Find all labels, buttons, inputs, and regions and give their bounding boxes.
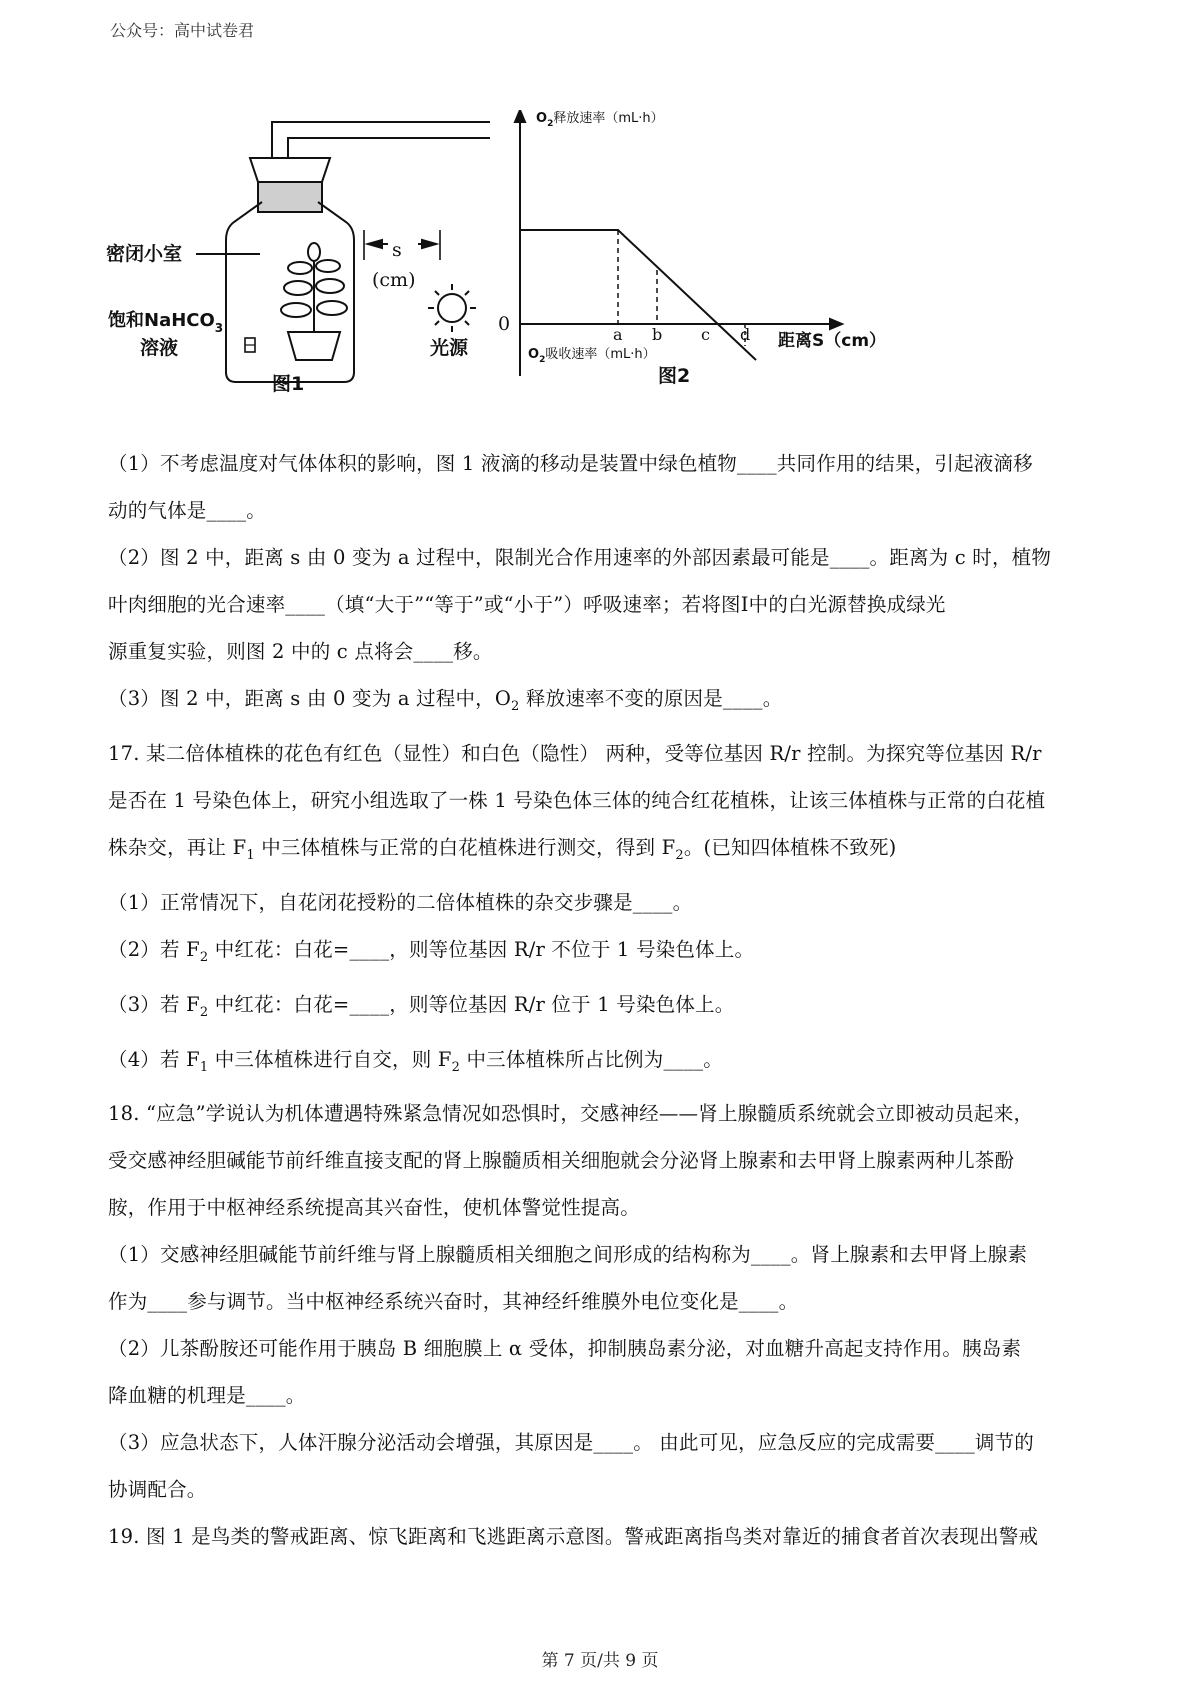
- experiment-figure: [100, 110, 980, 430]
- origin-label: 0: [498, 313, 511, 335]
- ylabel-bottom: 吸收速率（mL·h）: [545, 347, 656, 362]
- q18-sub2-line2: 降血糖的机理是____。: [108, 1384, 306, 1408]
- x-axis-label: 距离S（cm）: [778, 331, 887, 351]
- label-solution-sub: 3: [214, 321, 224, 335]
- q17-line2: 是否在 1 号染色体上，研究小组选取了一株 1 号染色体三体的纯合红花植株，让该三体植株与正常的白花植: [108, 788, 1046, 812]
- q16-part3: [108, 675, 1098, 730]
- q18-sub3-line2: 协调配合。: [108, 1478, 207, 1502]
- q17-sub4: [108, 1036, 1098, 1091]
- label-s: s: [392, 239, 402, 261]
- svg-text:O2吸收速率（mL·h）: [528, 346, 656, 365]
- q17-sub4-a: （4）若 F: [108, 1047, 200, 1071]
- q17-line3-a: 株杂交，再让 F: [108, 835, 247, 859]
- q17-sub3-sub: 2: [199, 1004, 209, 1020]
- label-chamber: 密闭小室: [106, 243, 183, 265]
- q19-line1: 19. 图 1 是鸟类的警戒距离、惊飞距离和飞逃距离示意图。警戒距离指鸟类对靠近的捕食者首次表现出警戒: [108, 1525, 1039, 1549]
- q16-part1-line1: （1）不考虑温度对气体体积的影响，图 1 液滴的移动是装置中绿色植物____共同作用的结果，引起液滴移: [108, 452, 1033, 475]
- q17-sub4-b: 中三体植株进行自交，则 F: [208, 1047, 452, 1071]
- q18-sub1-line2: 作为____参与调节。当中枢神经系统兴奋时，其神经纤维膜外电位变化是____。: [108, 1290, 799, 1314]
- label-cm: (cm): [372, 269, 416, 291]
- q16-part2-line1: （2）图 2 中，距离 s 由 0 变为 a 过程中，限制光合作用速率的外部因素最可能是____。距离为 c 时，植物: [108, 546, 1052, 569]
- rate-curve: [520, 230, 756, 360]
- header-note: 公众号：高中试卷君: [110, 21, 255, 40]
- tick-b: b: [652, 325, 663, 344]
- q17-line3-sub2: 2: [675, 847, 684, 863]
- q16-part3-sub: 2: [511, 698, 520, 714]
- q18-sub1-line1: （1）交感神经胆碱能节前纤维与肾上腺髓质相关细胞之间形成的结构称为____。肾上腺素和去甲肾上腺素: [108, 1243, 1028, 1267]
- q18-line1: 18. “应急”学说认为机体遭遇特殊紧急情况如恐惧时，交感神经——肾上腺髓质系统就会立即被动员起来，: [108, 1102, 1034, 1126]
- page-number: 第 7 页/共 9 页: [541, 1651, 659, 1671]
- q17-sub3: [108, 981, 1098, 1036]
- label-solution: 饱和NaHCO: [108, 310, 215, 331]
- figure-2-caption: 图2: [658, 365, 691, 387]
- q16-part1-line2: 动的气体是____。: [108, 499, 267, 522]
- label-light-source: 光源: [430, 337, 469, 359]
- svg-text:O2释放速率（mL·h）: [536, 110, 664, 129]
- q16-part2-line3: 源重复实验，则图 2 中的 c 点将会____移。: [108, 640, 493, 663]
- q16-part2-line2: 叶肉细胞的光合速率____（填“大于”“等于”或“小于”）呼吸速率；若将图Ⅰ中的白光源替换成绿光: [108, 593, 946, 616]
- question-content: [108, 440, 1098, 1560]
- figure-1-labels: [106, 239, 469, 395]
- q17-sub4-c: 中三体植株所占比例为____。: [460, 1047, 723, 1071]
- svg-text:饱和NaHCO3: [108, 309, 223, 335]
- figure-1-caption: 图1: [272, 373, 305, 395]
- tick-c: c: [701, 325, 710, 344]
- q17-sub1: （1）正常情况下，自花闭花授粉的二倍体植株的杂交步骤是____。: [108, 890, 693, 914]
- tick-d: d: [740, 325, 751, 344]
- tick-a: a: [613, 325, 623, 344]
- ylabel-top-sub: 2: [547, 119, 554, 129]
- q16-part3-a: （3）图 2 中，距离 s 由 0 变为 a 过程中，O: [108, 687, 512, 710]
- q18-sub2-line1: （2）儿茶酚胺还可能作用于胰岛 B 细胞膜上 α 受体，抑制胰岛素分泌，对血糖升高起支持作用。胰岛素: [108, 1337, 1022, 1361]
- label-solution-2: 溶液: [140, 337, 179, 359]
- q18-line2: 受交感神经胆碱能节前纤维直接支配的肾上腺髓质相关细胞就会分泌肾上腺素和去甲肾上腺素两种儿茶酚: [108, 1149, 1015, 1173]
- q17-sub3-a: （3）若 F: [108, 992, 200, 1016]
- q18-sub3-line1: （3）应急状态下，人体汗腺分泌活动会增强，其原因是____。 由此可见，应急反应的完成需要____调节的: [108, 1431, 1035, 1455]
- q17-sub4-sub1: 1: [199, 1059, 209, 1075]
- q17-sub2-sub: 2: [199, 949, 209, 965]
- q17-sub4-sub2: 2: [451, 1059, 461, 1075]
- figure-2-labels: [498, 110, 886, 387]
- q16-part3-b: 释放速率不变的原因是____。: [519, 687, 783, 710]
- q17-sub2-b: 中红花：白花=____，则等位基因 R/r 不位于 1 号染色体上。: [208, 937, 755, 961]
- ylabel-top: 释放速率（mL·h）: [553, 111, 664, 126]
- q17-line3-sub1: 1: [246, 847, 255, 863]
- q17-line3-b: 中三体植株与正常的白花植株进行测交，得到 F: [254, 835, 676, 859]
- q18-line3: 胺，作用于中枢神经系统提高其兴奋性，使机体警觉性提高。: [108, 1196, 640, 1220]
- ylabel-bottom-o: O: [528, 347, 540, 362]
- ylabel-bottom-sub: 2: [539, 355, 546, 365]
- q17-sub2-a: （2）若 F: [108, 937, 200, 961]
- q17-line1: 17. 某二倍体植株的花色有红色（显性）和白色（隐性） 两种，受等位基因 R/r 控制。为探究等位基因 R/r: [108, 741, 1042, 765]
- q17-sub2: [108, 926, 1098, 981]
- ylabel-top-o: O: [536, 111, 548, 126]
- q17-sub3-b: 中红花：白花=____，则等位基因 R/r 位于 1 号染色体上。: [208, 992, 735, 1016]
- q17-line3: [108, 824, 1098, 879]
- q17-line3-c: 。(已知四体植株不致死): [683, 835, 897, 859]
